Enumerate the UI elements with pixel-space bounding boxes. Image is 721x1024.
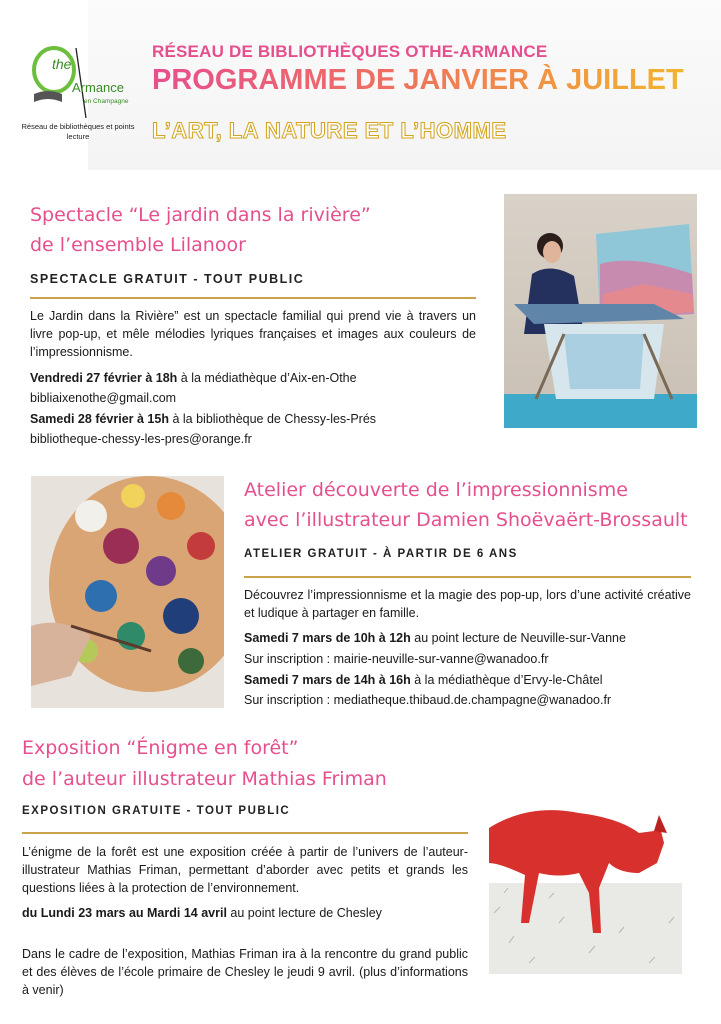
event1-email2[interactable]: bibliotheque-chessy-les-pres@orange.fr [30, 432, 252, 446]
event1-title-line1: Spectacle “Le jardin dans la rivière” [30, 204, 371, 226]
event2-registration2[interactable]: Sur inscription : mediatheque.thibaud.de.champagne@wanadoo.fr [244, 693, 612, 707]
event1-description: Le Jardin dans la Rivière” est un spectacle familial qui prend vie à travers un livre pop-up, et mêle mélodies lyriques françaises et images aux couleurs de l’impressionnisme. [30, 309, 476, 359]
event3-subhead: EXPOSITION GRATUITE - TOUT PUBLIC [22, 805, 291, 817]
event1-place1: à la médiathèque d’Aix-en-Othe [177, 371, 357, 385]
event1-email1[interactable]: bibliaixenothe@gmail.com [30, 391, 177, 405]
event2-photo-palette [31, 476, 224, 708]
event2-description: Découvrez l’impressionnisme et la magie des pop-up, lors d’une activité créative et ludique à partager en famille. [244, 588, 691, 620]
event3-description: L’énigme de la forêt est une exposition créée à partir de l’univers de l’auteur-illustrateur Mathias Friman, permettant d’aborder avec petits et grands les questions liées à la protection de l’environnement. [22, 845, 468, 895]
event1-date2-line [30, 409, 376, 429]
event3-title-line2: de l’auteur illustrateur Mathias Friman [22, 768, 387, 790]
logo-armance: Armance [72, 80, 125, 95]
event2-title-line1: Atelier découverte de l’impressionnisme [244, 479, 628, 501]
event3-divider [22, 832, 468, 834]
network-title: RÉSEAU DE BIBLIOTHÈQUES OTHE-ARMANCE [152, 42, 548, 61]
theme-title: L’ART, LA NATURE ET L’HOMME [152, 118, 507, 143]
logo-caption: Réseau de bibliothèques et points lecture [21, 122, 135, 141]
event1-date1-line [30, 368, 357, 388]
event2-title-line2: avec l’illustrateur Damien Shoëvaërt-Brossault [244, 509, 688, 531]
event2-date1-line [244, 628, 626, 648]
event3-place1: au point lecture de Chesley [226, 906, 382, 920]
event3-date1: du Lundi 23 mars au Mardi 14 avril [22, 906, 227, 920]
event2-divider [244, 576, 691, 578]
logo-the: the [52, 56, 72, 72]
event2-place2: à la médiathèque d’Ervy-le-Châtel [410, 673, 603, 687]
event1-photo-performer [504, 194, 697, 428]
event1-place2: à la bibliothèque de Chessy-les-Prés [168, 412, 377, 426]
event1-subhead: SPECTACLE GRATUIT - TOUT PUBLIC [30, 272, 305, 286]
event2-date2-line [244, 670, 603, 690]
logo-en-champagne: en Champagne [84, 98, 129, 105]
event1-date2: Samedi 28 février à 15h [30, 412, 169, 426]
event2-date2: Samedi 7 mars de 14h à 16h [244, 673, 411, 687]
event3-date1-line [22, 903, 382, 923]
event1-title-line2: de l’ensemble Lilanoor [30, 234, 246, 256]
event1-date1: Vendredi 27 février à 18h [30, 371, 178, 385]
event3-note: Dans le cadre de l’exposition, Mathias Friman ira à la rencontre du grand public et des élèves de l’école primaire de Chesley le jeudi 9 avril. (plus d’informations à venir) [22, 947, 468, 997]
event2-date1: Samedi 7 mars de 10h à 12h [244, 631, 411, 645]
event2-place1: au point lecture de Neuville-sur-Vanne [410, 631, 626, 645]
event3-illustration-fox [489, 793, 682, 974]
event2-subhead: ATELIER GRATUIT - À PARTIR DE 6 ANS [244, 548, 518, 560]
event1-divider [30, 297, 476, 299]
event3-title-line1: Exposition “Énigme en forêt” [22, 737, 299, 759]
program-title: PROGRAMME DE JANVIER À JUILLET [152, 64, 684, 96]
event2-registration1[interactable]: Sur inscription : mairie-neuville-sur-vanne@wanadoo.fr [244, 652, 549, 666]
